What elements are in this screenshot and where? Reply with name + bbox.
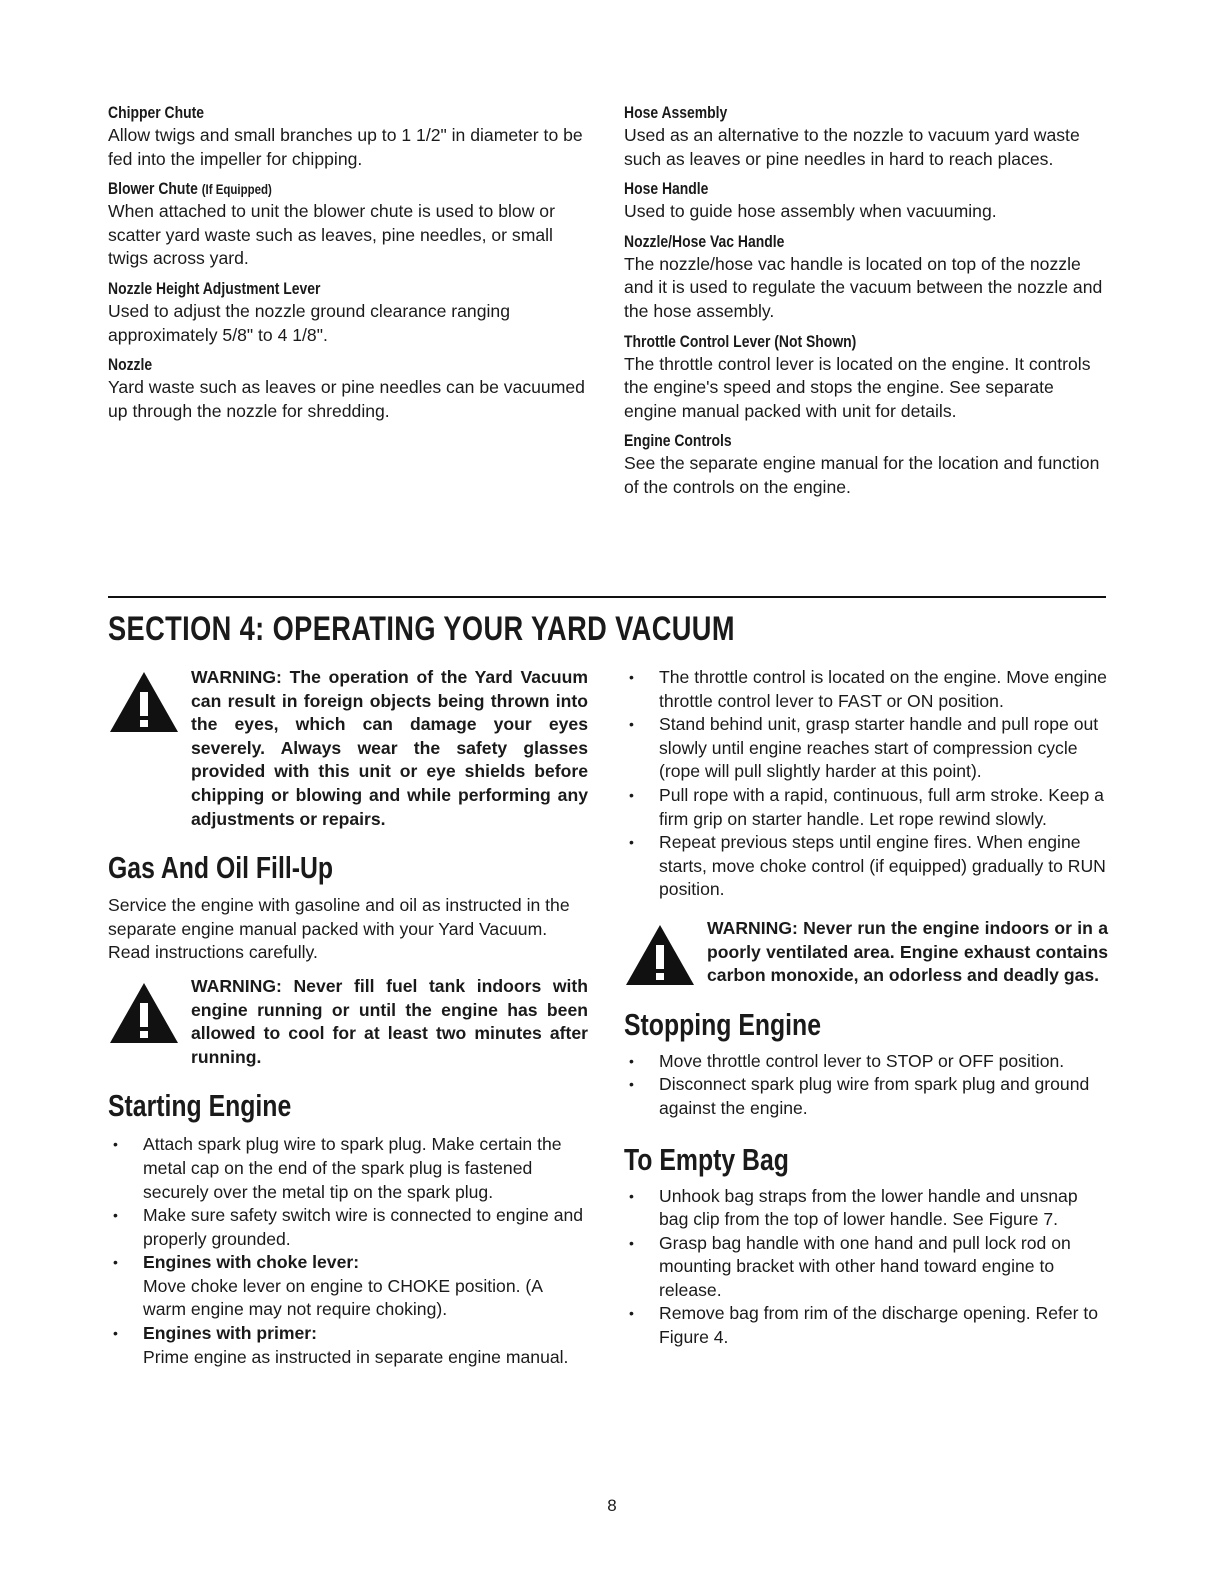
desc-heading: Hose Handle bbox=[624, 179, 709, 199]
warning-indoors bbox=[624, 917, 1108, 988]
starting-engine-heading: Starting Engine bbox=[108, 1088, 292, 1124]
list-item: • The throttle control is located on the engine. Move engine throttle control lever to FAST or ON position. bbox=[624, 666, 1108, 713]
choke-title: Engines with choke lever: bbox=[143, 1252, 360, 1273]
stopping-engine-list bbox=[624, 1050, 1108, 1121]
desc-text: See the separate engine manual for the location and function of the controls on the engine. bbox=[624, 453, 1100, 497]
section-title: SECTION 4: OPERATING YOUR YARD VACUUM bbox=[108, 610, 735, 648]
desc-heading: Nozzle/Hose Vac Handle bbox=[624, 231, 785, 251]
desc-heading: Nozzle bbox=[108, 355, 153, 375]
section-divider bbox=[108, 596, 1106, 598]
desc-heading: Chipper Chute bbox=[108, 103, 205, 122]
desc-chipper-chute bbox=[108, 102, 588, 171]
desc-text: Used to guide hose assembly when vacuuming. bbox=[624, 201, 997, 222]
warning-text: WARNING: Never run the engine indoors or in a poorly ventilated area. Engine exhaust contains carbon monoxide, an odorless and deadly gas. bbox=[707, 917, 1108, 986]
stopping-engine-section bbox=[624, 1006, 1108, 1121]
empty-bag-heading: To Empty Bag bbox=[624, 1141, 789, 1177]
list-item: • Move throttle control lever to STOP or OFF position. bbox=[624, 1050, 1108, 1074]
desc-heading-suffix: (If Equipped) bbox=[201, 181, 272, 198]
desc-text: Used as an alternative to the nozzle to vacuum yard waste such as leaves or pine needles in hard to reach places. bbox=[624, 125, 1080, 169]
warning-triangle-icon bbox=[108, 670, 180, 734]
operating-left-column bbox=[108, 666, 588, 1369]
desc-text: Yard waste such as leaves or pine needles can be vacuumed up through the nozzle for shredding. bbox=[108, 377, 585, 421]
empty-bag-list bbox=[624, 1185, 1108, 1350]
list-item: • Stand behind unit, grasp starter handle and pull rope out slowly until engine reaches start of compression cycle (rope will pull slightly harder at this point). bbox=[624, 713, 1108, 784]
list-item: • Remove bag from rim of the discharge opening. Refer to Figure 4. bbox=[624, 1302, 1108, 1349]
choke-text: Move choke lever on engine to CHOKE position. (A warm engine may not require choking). bbox=[143, 1275, 543, 1320]
stopping-engine-heading: Stopping Engine bbox=[624, 1006, 821, 1042]
primer-text: Prime engine as instructed in separate engine manual. bbox=[143, 1346, 569, 1367]
component-descriptions-right bbox=[624, 102, 1108, 507]
warning-eyes bbox=[108, 666, 588, 831]
gas-oil-text: Service the engine with gasoline and oil as instructed in the separate engine manual packed with your Yard Vacuum. Read instructions carefully. bbox=[108, 895, 570, 963]
desc-heading-main: Blower Chute bbox=[108, 179, 198, 199]
list-item: • Grasp bag handle with one hand and pull lock rod on mounting bracket with other hand toward engine to release. bbox=[624, 1232, 1108, 1303]
desc-throttle-control-lever bbox=[624, 331, 1108, 424]
list-item-primer bbox=[108, 1322, 588, 1369]
desc-text: Used to adjust the nozzle ground clearance ranging approximately 5/8" to 4 1/8". bbox=[108, 300, 510, 345]
list-item: • Disconnect spark plug wire from spark plug and ground against the engine. bbox=[624, 1073, 1108, 1120]
primer-title: Engines with primer: bbox=[143, 1323, 318, 1344]
desc-heading: Hose Assembly bbox=[624, 103, 728, 122]
list-item: • Attach spark plug wire to spark plug. Make certain the metal cap on the end of the spark plug is fastened securely over the metal tip on the spark plug. bbox=[108, 1133, 588, 1204]
desc-nozzle-height-lever bbox=[108, 278, 588, 347]
list-item: • Make sure safety switch wire is connected to engine and properly grounded. bbox=[108, 1204, 588, 1251]
starting-engine-section bbox=[108, 1087, 588, 1369]
list-item-choke bbox=[108, 1251, 588, 1322]
desc-text: When attached to unit the blower chute is used to blow or scatter yard waste such as leaves, pine needles, or small twigs across yard. bbox=[108, 201, 555, 269]
list-item: • Unhook bag straps from the lower handle and unsnap bag clip from the top of lower handle. See Figure 7. bbox=[624, 1185, 1108, 1232]
gas-oil-section bbox=[108, 849, 588, 1069]
warning-triangle-icon bbox=[624, 923, 696, 987]
desc-hose-handle bbox=[624, 178, 1108, 224]
desc-text: The nozzle/hose vac handle is located on top of the nozzle and it is used to regulate the vacuum between the nozzle and the hose assembly. bbox=[624, 253, 1103, 321]
desc-text: The throttle control lever is located on the engine. It controls the engine's speed and stops the engine. See separate engine manual packed with unit for details. bbox=[624, 353, 1091, 421]
desc-hose-assembly bbox=[624, 102, 1108, 171]
desc-blower-chute bbox=[108, 178, 588, 271]
operating-right-column bbox=[624, 666, 1108, 1350]
component-descriptions-left bbox=[108, 102, 588, 430]
desc-nozzle-hose-vac-handle bbox=[624, 231, 1108, 324]
list-item: • Pull rope with a rapid, continuous, full arm stroke. Keep a firm grip on starter handle. Let rope rewind slowly. bbox=[624, 784, 1108, 831]
warning-text: WARNING: Never fill fuel tank indoors with engine running or until the engine has been allowed to cool for at least two minutes after running. bbox=[191, 975, 588, 1067]
warning-text: WARNING: The operation of the Yard Vacuum can result in foreign objects being thrown into the eyes, which can damage your eyes severely. Always wear the safety glasses provided with this unit or eye shields before chipping or blowing and while performing any adjustments or repairs. bbox=[191, 667, 588, 829]
desc-text: Allow twigs and small branches up to 1 1/2" in diameter to be fed into the impeller for chipping. bbox=[108, 125, 583, 169]
empty-bag-section bbox=[624, 1141, 1108, 1350]
list-item: • Repeat previous steps until engine fires. When engine starts, move choke control (if equipped) gradually to RUN position. bbox=[624, 831, 1108, 902]
warning-triangle-icon bbox=[108, 981, 180, 1045]
desc-heading: Throttle Control Lever (Not Shown) bbox=[624, 331, 857, 351]
gas-oil-heading: Gas And Oil Fill-Up bbox=[108, 850, 334, 886]
warning-fuel bbox=[108, 975, 588, 1069]
page-number: 8 bbox=[607, 1496, 617, 1515]
desc-engine-controls bbox=[624, 430, 1108, 499]
desc-nozzle bbox=[108, 354, 588, 423]
starting-steps-list bbox=[624, 666, 1108, 902]
desc-heading: Engine Controls bbox=[624, 431, 732, 451]
desc-heading bbox=[108, 178, 502, 200]
desc-heading: Nozzle Height Adjustment Lever bbox=[108, 278, 321, 298]
starting-engine-list bbox=[108, 1133, 588, 1369]
